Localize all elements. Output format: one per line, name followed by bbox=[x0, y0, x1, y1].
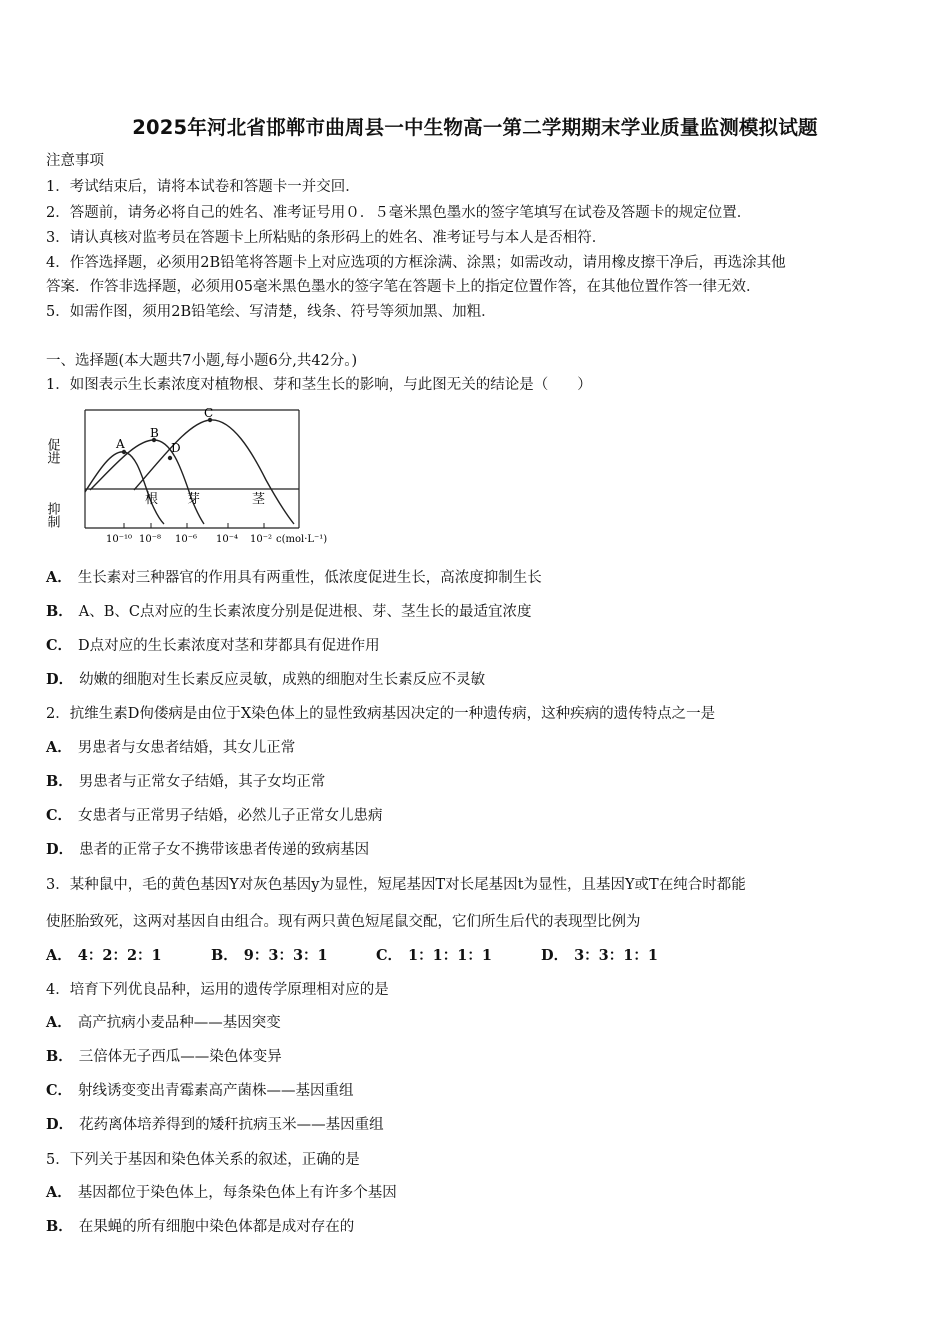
section-heading: 一、选择题(本大题共7小题,每小题6分,共42分。) bbox=[46, 353, 358, 369]
option-item bbox=[46, 568, 542, 588]
x-tick-label: 10⁻⁶ bbox=[175, 534, 198, 545]
option-label: A． bbox=[46, 947, 72, 964]
option-item bbox=[46, 670, 485, 690]
x-tick-label: 10⁻⁴ bbox=[216, 534, 239, 545]
notice-item: 2．答题前，请务必将自己的姓名、准考证号用０．５毫米黑色墨水的签字笔填写在试卷及答题卡的规定位置． bbox=[46, 205, 752, 221]
option-label: C． bbox=[46, 1082, 73, 1099]
question-5-stem: 5．下列关于基因和染色体关系的叙述，正确的是 bbox=[46, 1152, 360, 1168]
option-text: 1：1：1：1 bbox=[408, 947, 492, 964]
option-text: 射线诱变变出青霉素高产菌株——基因重组 bbox=[78, 1083, 354, 1099]
option-text: 幼嫩的细胞对生长素反应灵敏，成熟的细胞对生长素反应不灵敏 bbox=[79, 672, 486, 688]
option-label: D． bbox=[46, 671, 74, 688]
option-label: B． bbox=[46, 603, 73, 620]
y-label-promote: 促进 bbox=[44, 438, 60, 464]
option-text: 在果蝇的所有细胞中染色体都是成对存在的 bbox=[78, 1219, 355, 1235]
option-label: B． bbox=[211, 947, 238, 964]
option-label: D． bbox=[46, 841, 74, 858]
question-4-stem: 4．培育下列优良品种，运用的遗传学原理相对应的是 bbox=[46, 982, 389, 998]
option-text: 4：2：2：1 bbox=[77, 947, 162, 964]
option-text: 三倍体无子西瓜——染色体变异 bbox=[78, 1049, 282, 1065]
option-text: A、B、C点对应的生长素浓度分别是促进根、芽、茎生长的最适宜浓度 bbox=[78, 604, 532, 620]
option-text: 9：3：3：1 bbox=[243, 947, 328, 964]
option-label: D． bbox=[541, 947, 569, 964]
option-label: A． bbox=[46, 1014, 72, 1031]
option-label: C． bbox=[376, 947, 403, 964]
auxin-concentration-figure bbox=[44, 400, 344, 550]
option-text: 花药离体培养得到的矮秆抗病玉米——基因重组 bbox=[79, 1117, 384, 1133]
option-label: B． bbox=[46, 1218, 73, 1235]
option-label: D． bbox=[46, 1116, 74, 1133]
option-item bbox=[46, 806, 383, 826]
option-item bbox=[46, 1013, 281, 1033]
question-2-stem: 2．抗维生素D佝偻病是由位于X染色体上的显性致病基因决定的一种遗传病，这种疾病的遗传特点之一是 bbox=[46, 706, 716, 722]
option-item bbox=[46, 1047, 282, 1067]
option-text: 男患者与女患者结婚，其女儿正常 bbox=[77, 740, 296, 756]
notice-item: 1．考试结束后，请将本试卷和答题卡一并交回． bbox=[46, 179, 360, 195]
question-3-stem-cont: 使胚胎致死，这两对基因自由组合。现有两只黄色短尾鼠交配，它们所生后代的表现型比例为 bbox=[46, 914, 641, 930]
organ-label-stem: 茎 bbox=[252, 492, 266, 507]
x-tick-label: 10⁻² bbox=[250, 534, 273, 545]
question-3-stem: 3．某种鼠中，毛的黄色基因Y对灰色基因y为显性，短尾基因T对长尾基因t为显性，且基因Y或T在纯合时都能 bbox=[46, 877, 746, 893]
x-tick-label: 10⁻⁸ bbox=[139, 534, 162, 545]
question-3-options bbox=[46, 946, 658, 966]
option-text: 女患者与正常男子结婚，必然儿子正常女儿患病 bbox=[78, 808, 383, 824]
option-item bbox=[46, 1183, 397, 1203]
notice-heading: 注意事项 bbox=[46, 153, 104, 169]
option-label: A． bbox=[46, 739, 72, 756]
organ-label-bud: 芽 bbox=[187, 492, 201, 507]
option-item bbox=[46, 1115, 384, 1135]
option-item bbox=[46, 840, 369, 860]
notice-item: 3．请认真核对监考员在答题卡上所粘贴的条形码上的姓名、准考证号与本人是否相符． bbox=[46, 230, 607, 246]
notice-item: 答案．作答非选择题，必须用05毫米黑色墨水的签字笔在答题卡上的指定位置作答，在其他位置作答一律无效． bbox=[46, 279, 761, 295]
point-label-b: B bbox=[150, 426, 159, 440]
bud-curve bbox=[90, 440, 204, 524]
option-label: B． bbox=[46, 773, 73, 790]
option-label: A． bbox=[46, 569, 72, 586]
root-curve bbox=[85, 452, 164, 524]
option-item bbox=[46, 738, 295, 758]
option-text: 患者的正常子女不携带该患者传递的致病基因 bbox=[79, 842, 370, 858]
option-item bbox=[46, 772, 325, 792]
option-text: 基因都位于染色体上，每条染色体上有许多个基因 bbox=[77, 1185, 397, 1201]
point-label-d: D bbox=[171, 441, 181, 455]
option-label: C． bbox=[46, 637, 73, 654]
question-1-stem: 1．如图表示生长素浓度对植物根、芽和茎生长的影响，与此图无关的结论是（ ） bbox=[46, 377, 592, 393]
organ-label-root: 根 bbox=[145, 492, 159, 507]
point-label-c: C bbox=[204, 406, 214, 420]
option-item bbox=[46, 1217, 354, 1237]
page-title: 2025年河北省邯郸市曲周县一中生物高一第二学期期末学业质量监测模拟试题 bbox=[132, 116, 818, 139]
notice-item: 5．如需作图，须用2B铅笔绘、写清楚，线条、符号等须加黑、加粗． bbox=[46, 304, 496, 320]
x-axis-unit: c(mol·L⁻¹) bbox=[276, 534, 328, 545]
option-label: B． bbox=[46, 1048, 73, 1065]
option-text: 高产抗病小麦品种——基因突变 bbox=[77, 1015, 281, 1031]
option-text: 3：3：1：1 bbox=[574, 947, 658, 964]
option-label: A． bbox=[46, 1184, 72, 1201]
option-item bbox=[46, 1081, 354, 1101]
option-item bbox=[46, 636, 380, 656]
option-text: 生长素对三种器官的作用具有两重性，低浓度促进生长，高浓度抑制生长 bbox=[77, 570, 542, 586]
notice-item: 4．作答选择题，必须用2B铅笔将答题卡上对应选项的方框涂满、涂黑；如需改动，请用橡皮擦干净后，再选涂其他 bbox=[46, 255, 786, 271]
option-label: C． bbox=[46, 807, 73, 824]
point-label-a: A bbox=[116, 437, 125, 451]
y-label-inhibit: 抑制 bbox=[44, 502, 60, 528]
option-text: 男患者与正常女子结婚，其子女均正常 bbox=[78, 774, 326, 790]
option-item bbox=[46, 602, 532, 622]
x-tick-label: 10⁻¹⁰ bbox=[106, 534, 133, 545]
option-text: D点对应的生长素浓度对茎和芽都具有促进作用 bbox=[78, 638, 380, 654]
